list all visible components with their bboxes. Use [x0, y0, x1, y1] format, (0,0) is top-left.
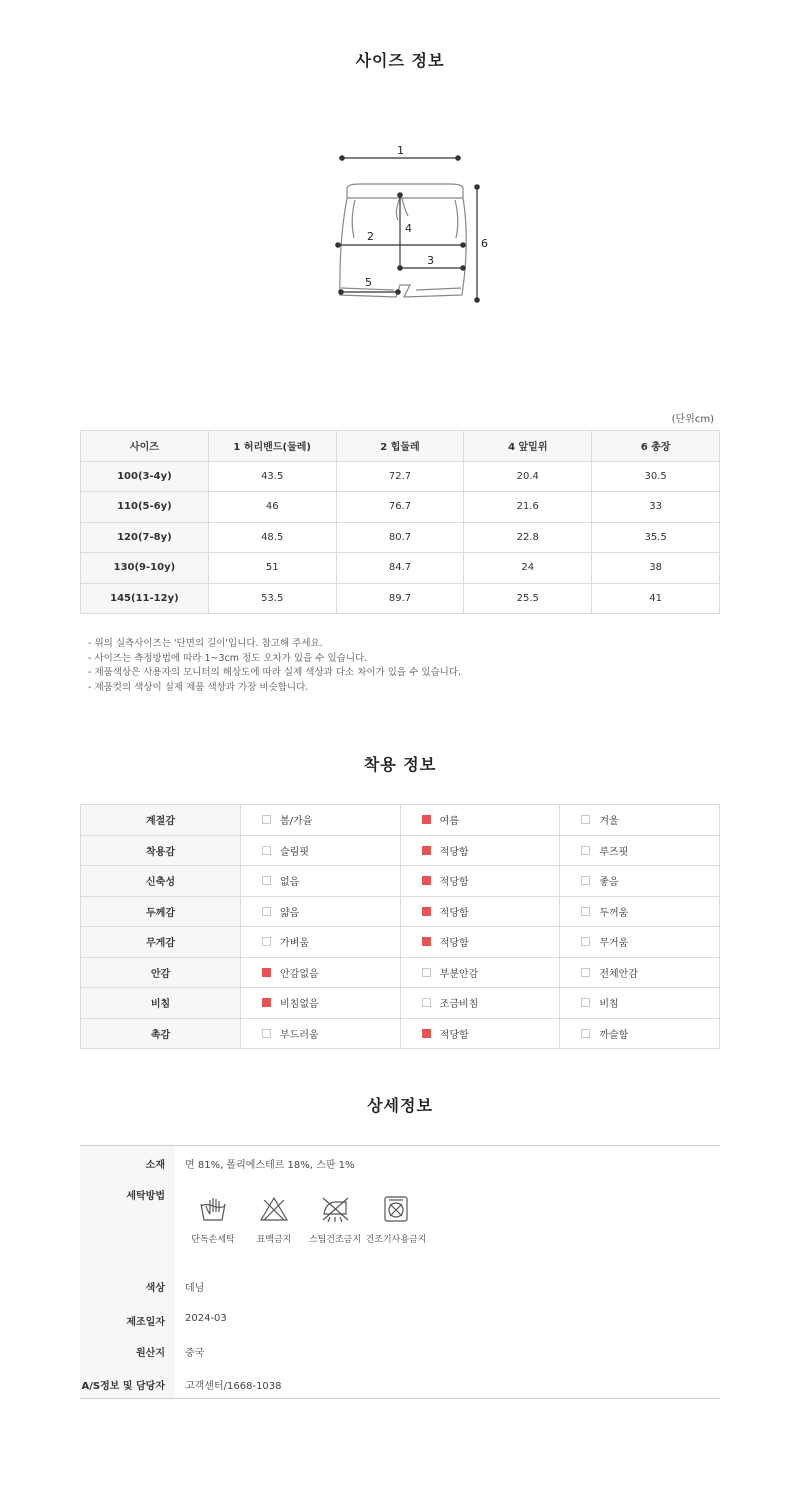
fit-option	[241, 1018, 401, 1049]
unchecked-box-icon	[422, 998, 431, 1007]
diagram-label-5: 5	[365, 276, 372, 289]
header-cell: 4 앞밑위	[464, 431, 592, 462]
checked-box-icon	[422, 937, 431, 946]
fit-option-label: 겨울	[599, 816, 619, 828]
value-cell: 72.7	[336, 461, 464, 492]
fit-option-label: 비침없음	[280, 999, 319, 1011]
fit-row	[81, 957, 720, 988]
value-cell: 30.5	[592, 461, 720, 492]
fit-option	[400, 957, 560, 988]
fit-option	[400, 896, 560, 927]
no-tumble-dry-icon	[381, 1194, 411, 1224]
value-cell: 25.5	[464, 583, 592, 614]
fit-option-label: 비침	[599, 999, 619, 1011]
no-tumble-dry-item	[356, 1194, 436, 1245]
unchecked-box-icon	[581, 815, 590, 824]
date-label: 제조일자	[126, 1317, 165, 1328]
no-bleach-icon	[259, 1194, 289, 1224]
fit-row	[81, 988, 720, 1019]
fit-option	[241, 866, 401, 897]
diagram-label-2: 2	[367, 230, 374, 243]
fit-option	[241, 896, 401, 927]
unchecked-box-icon	[262, 815, 271, 824]
fit-option	[400, 866, 560, 897]
hand-wash-icon	[198, 1194, 228, 1224]
unchecked-box-icon	[581, 846, 590, 855]
unchecked-box-icon	[581, 876, 590, 885]
fit-option-label: 안감없음	[280, 968, 319, 980]
unchecked-box-icon	[262, 876, 271, 885]
fit-option-label: 적당함	[439, 1029, 469, 1041]
fit-option	[241, 927, 401, 958]
header-cell: 2 힙둘레	[336, 431, 464, 462]
size-cell: 100(3-4y)	[81, 461, 209, 492]
fit-section-title: 착용 정보	[363, 755, 437, 774]
fit-option	[560, 988, 720, 1019]
detail-section-title: 상세정보	[367, 1096, 433, 1115]
diagram-label-6: 6	[481, 237, 488, 250]
value-cell: 41	[592, 583, 720, 614]
value-cell: 80.7	[336, 522, 464, 553]
no-steam-iron-icon	[320, 1194, 350, 1224]
detail-table	[80, 1145, 720, 1399]
fit-row	[81, 1018, 720, 1049]
fit-option	[400, 835, 560, 866]
fit-option-label: 조금비침	[439, 999, 479, 1011]
fit-row-label: 촉감	[81, 1018, 241, 1049]
fit-row-label: 계절감	[81, 805, 241, 836]
fit-row	[81, 835, 720, 866]
checked-box-icon	[422, 876, 431, 885]
value-cell: 35.5	[592, 522, 720, 553]
fit-row-label: 무게감	[81, 927, 241, 958]
fit-option-label: 두꺼움	[599, 907, 629, 919]
origin-value: 중국	[185, 1348, 205, 1359]
no-bleach-label: 표백금지	[256, 1235, 292, 1245]
fit-row-label: 안감	[81, 957, 241, 988]
diagram-label-1: 1	[397, 144, 404, 157]
value-cell: 46	[208, 492, 336, 523]
checked-box-icon	[422, 846, 431, 855]
fit-row	[81, 805, 720, 836]
value-cell: 53.5	[208, 583, 336, 614]
diagram-label-3: 3	[427, 254, 434, 267]
size-cell: 120(7-8y)	[81, 522, 209, 553]
fit-option-label: 가벼움	[280, 938, 309, 950]
fit-row	[81, 896, 720, 927]
fit-option	[400, 805, 560, 836]
as-value: 고객센터/1668-1038	[185, 1381, 282, 1392]
value-cell: 22.8	[464, 522, 592, 553]
unchecked-box-icon	[262, 937, 271, 946]
date-value: 2024-03	[185, 1313, 227, 1324]
value-cell: 24	[464, 553, 592, 584]
value-cell: 43.5	[208, 461, 336, 492]
fit-row-label: 신축성	[81, 866, 241, 897]
fit-option	[560, 957, 720, 988]
unit-note: (단위cm)	[671, 414, 714, 425]
fit-option-label: 없음	[280, 877, 300, 889]
header-cell: 1 허리밴드(둘레)	[208, 431, 336, 462]
fit-option	[560, 927, 720, 958]
fit-option	[241, 835, 401, 866]
fit-row-label: 두께감	[81, 896, 241, 927]
value-cell: 33	[592, 492, 720, 523]
fit-option-label: 슬림핏	[280, 846, 309, 858]
material-value: 면 81%, 폴리에스테르 18%, 스판 1%	[185, 1160, 355, 1171]
table-row	[81, 492, 720, 523]
size-cell: 110(5-6y)	[81, 492, 209, 523]
fit-option-label: 적당함	[439, 877, 469, 889]
fit-option-label: 적당함	[439, 846, 469, 858]
fit-row	[81, 927, 720, 958]
fit-option	[560, 1018, 720, 1049]
detail-label-column	[80, 1146, 175, 1398]
fit-table	[80, 804, 720, 1049]
fit-option	[241, 805, 401, 836]
unchecked-box-icon	[581, 1029, 590, 1038]
diagram-label-4: 4	[405, 222, 412, 235]
table-row	[81, 583, 720, 614]
fit-option-label: 적당함	[439, 938, 469, 950]
fit-option	[400, 1018, 560, 1049]
fit-option-label: 무거움	[599, 938, 629, 950]
size-cell: 145(11-12y)	[81, 583, 209, 614]
note-line: - 사이즈는 측정방법에 따라 1~3cm 정도 오차가 있을 수 있습니다.	[88, 652, 368, 664]
size-table	[80, 430, 720, 614]
note-line: - 위의 실측사이즈는 '단면의 길이'입니다. 참고해 주세요.	[88, 638, 323, 649]
fit-option-label: 까슬함	[599, 1029, 629, 1041]
size-table-header	[81, 431, 720, 462]
fit-option-label: 좋음	[599, 877, 619, 889]
table-row	[81, 522, 720, 553]
note-line: - 제품색상은 사용자의 모니터의 해상도에 따라 실제 색상과 다소 차이가 있을 수 있습니다.	[88, 667, 462, 678]
fit-option	[560, 866, 720, 897]
unchecked-box-icon	[581, 937, 590, 946]
fit-row-label: 착용감	[81, 835, 241, 866]
checked-box-icon	[422, 815, 431, 824]
hand-wash-label: 단독손세탁	[191, 1235, 235, 1245]
fit-option-label: 부드러움	[280, 1029, 319, 1041]
unchecked-box-icon	[262, 1029, 271, 1038]
unchecked-box-icon	[581, 907, 590, 916]
unchecked-box-icon	[422, 968, 431, 977]
no-tumble-dry-label: 건조기사용금지	[365, 1235, 427, 1245]
fit-option	[400, 927, 560, 958]
value-cell: 38	[592, 553, 720, 584]
as-label: A/S정보 및 담당자	[81, 1381, 165, 1392]
fit-option	[400, 988, 560, 1019]
color-value: 데님	[185, 1283, 205, 1294]
origin-label: 원산지	[136, 1348, 165, 1359]
wash-label: 세탁방법	[126, 1191, 165, 1202]
value-cell: 84.7	[336, 553, 464, 584]
unchecked-box-icon	[262, 846, 271, 855]
checked-box-icon	[422, 1029, 431, 1038]
note-line: - 제품컷의 색상이 실제 제품 색상과 가장 비슷합니다.	[88, 681, 309, 693]
value-cell: 48.5	[208, 522, 336, 553]
fit-option-label: 부분안감	[439, 968, 479, 980]
fit-option-label: 봄/가을	[280, 816, 313, 828]
fit-option	[560, 835, 720, 866]
color-label: 색상	[145, 1283, 165, 1294]
fit-option-label: 전체안감	[599, 968, 638, 980]
unchecked-box-icon	[581, 998, 590, 1007]
fit-option	[560, 805, 720, 836]
no-steam-label: 스팀건조금지	[308, 1235, 362, 1245]
value-cell: 51	[208, 553, 336, 584]
fit-option	[560, 896, 720, 927]
checked-box-icon	[262, 968, 271, 977]
value-cell: 20.4	[464, 461, 592, 492]
unchecked-box-icon	[581, 968, 590, 977]
unchecked-box-icon	[262, 907, 271, 916]
table-row	[81, 461, 720, 492]
value-cell: 89.7	[336, 583, 464, 614]
fit-option-label: 적당함	[439, 907, 469, 919]
fit-option-label: 여름	[439, 816, 459, 828]
table-row	[81, 553, 720, 584]
fit-option-label: 루즈핏	[599, 846, 629, 858]
checked-box-icon	[422, 907, 431, 916]
size-section-title: 사이즈 정보	[355, 51, 445, 70]
checked-box-icon	[262, 998, 271, 1007]
header-cell: 6 총장	[592, 431, 720, 462]
size-cell: 130(9-10y)	[81, 553, 209, 584]
fit-option	[241, 957, 401, 988]
size-notes	[88, 637, 461, 695]
fit-option	[241, 988, 401, 1019]
fit-row-label: 비침	[81, 988, 241, 1019]
value-cell: 21.6	[464, 492, 592, 523]
value-cell: 76.7	[336, 492, 464, 523]
material-label: 소재	[145, 1160, 165, 1171]
fit-row	[81, 866, 720, 897]
header-cell: 사이즈	[81, 431, 209, 462]
fit-option-label: 얇음	[280, 907, 300, 919]
shorts-measurement-diagram	[330, 140, 500, 310]
